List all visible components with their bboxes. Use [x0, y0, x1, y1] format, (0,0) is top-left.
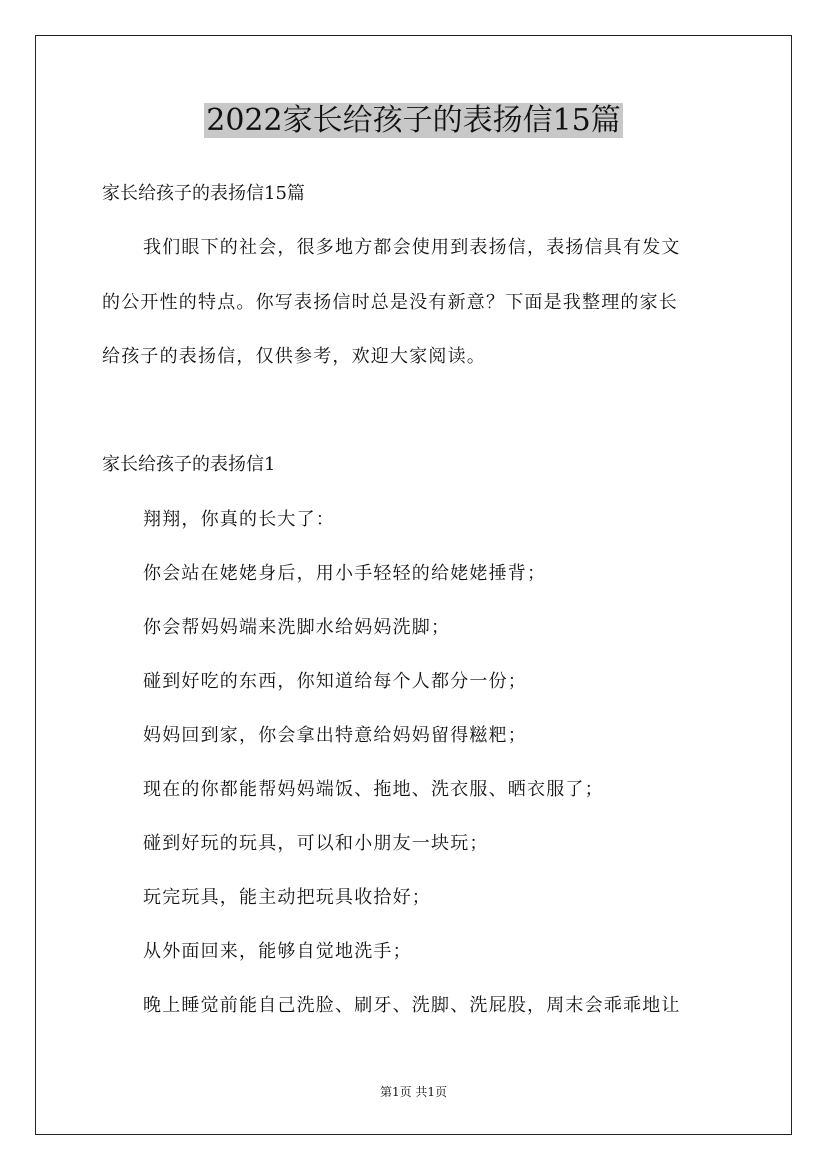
intro-line-1: 我们眼下的社会，很多地方都会使用到表扬信，表扬信具有发文 [143, 237, 681, 258]
letter-line: 妈妈回到家，你会拿出特意给妈妈留得糍粑； [143, 725, 527, 746]
letter-line: 你会站在姥姥身后，用小手轻轻的给姥姥捶背； [143, 563, 547, 584]
intro-line-2: 的公开性的特点。你写表扬信时总是没有新意？下面是我整理的家长 [102, 292, 678, 313]
letter-line: 从外面回来，能够自觉地洗手； [143, 941, 412, 962]
document-title [0, 100, 827, 142]
section-heading: 家长给孩子的表扬信1 [102, 454, 276, 475]
intro-line-3: 给孩子的表扬信，仅供参考，欢迎大家阅读。 [102, 346, 486, 367]
letter-line: 玩完玩具，能主动把玩具收拾好； [143, 887, 431, 908]
letter-line: 现在的你都能帮妈妈端饭、拖地、洗衣服、晒衣服了； [143, 779, 604, 800]
letter-line: 碰到好吃的东西，你知道给每个人都分一份； [143, 671, 527, 692]
letter-line: 你会帮妈妈端来洗脚水给妈妈洗脚； [143, 617, 451, 638]
subtitle: 家长给孩子的表扬信15篇 [102, 183, 305, 204]
letter-line: 翔翔，你真的长大了： [143, 509, 335, 530]
letter-line: 晚上睡觉前能自己洗脸、刷牙、洗脚、洗屁股，周末会乖乖地让 [143, 995, 681, 1016]
letter-line: 碰到好玩的玩具，可以和小朋友一块玩； [143, 833, 489, 854]
document-title-text: 2022家长给孩子的表扬信15篇 [206, 103, 621, 138]
page-footer: 第1页 共1页 [379, 1085, 448, 1099]
